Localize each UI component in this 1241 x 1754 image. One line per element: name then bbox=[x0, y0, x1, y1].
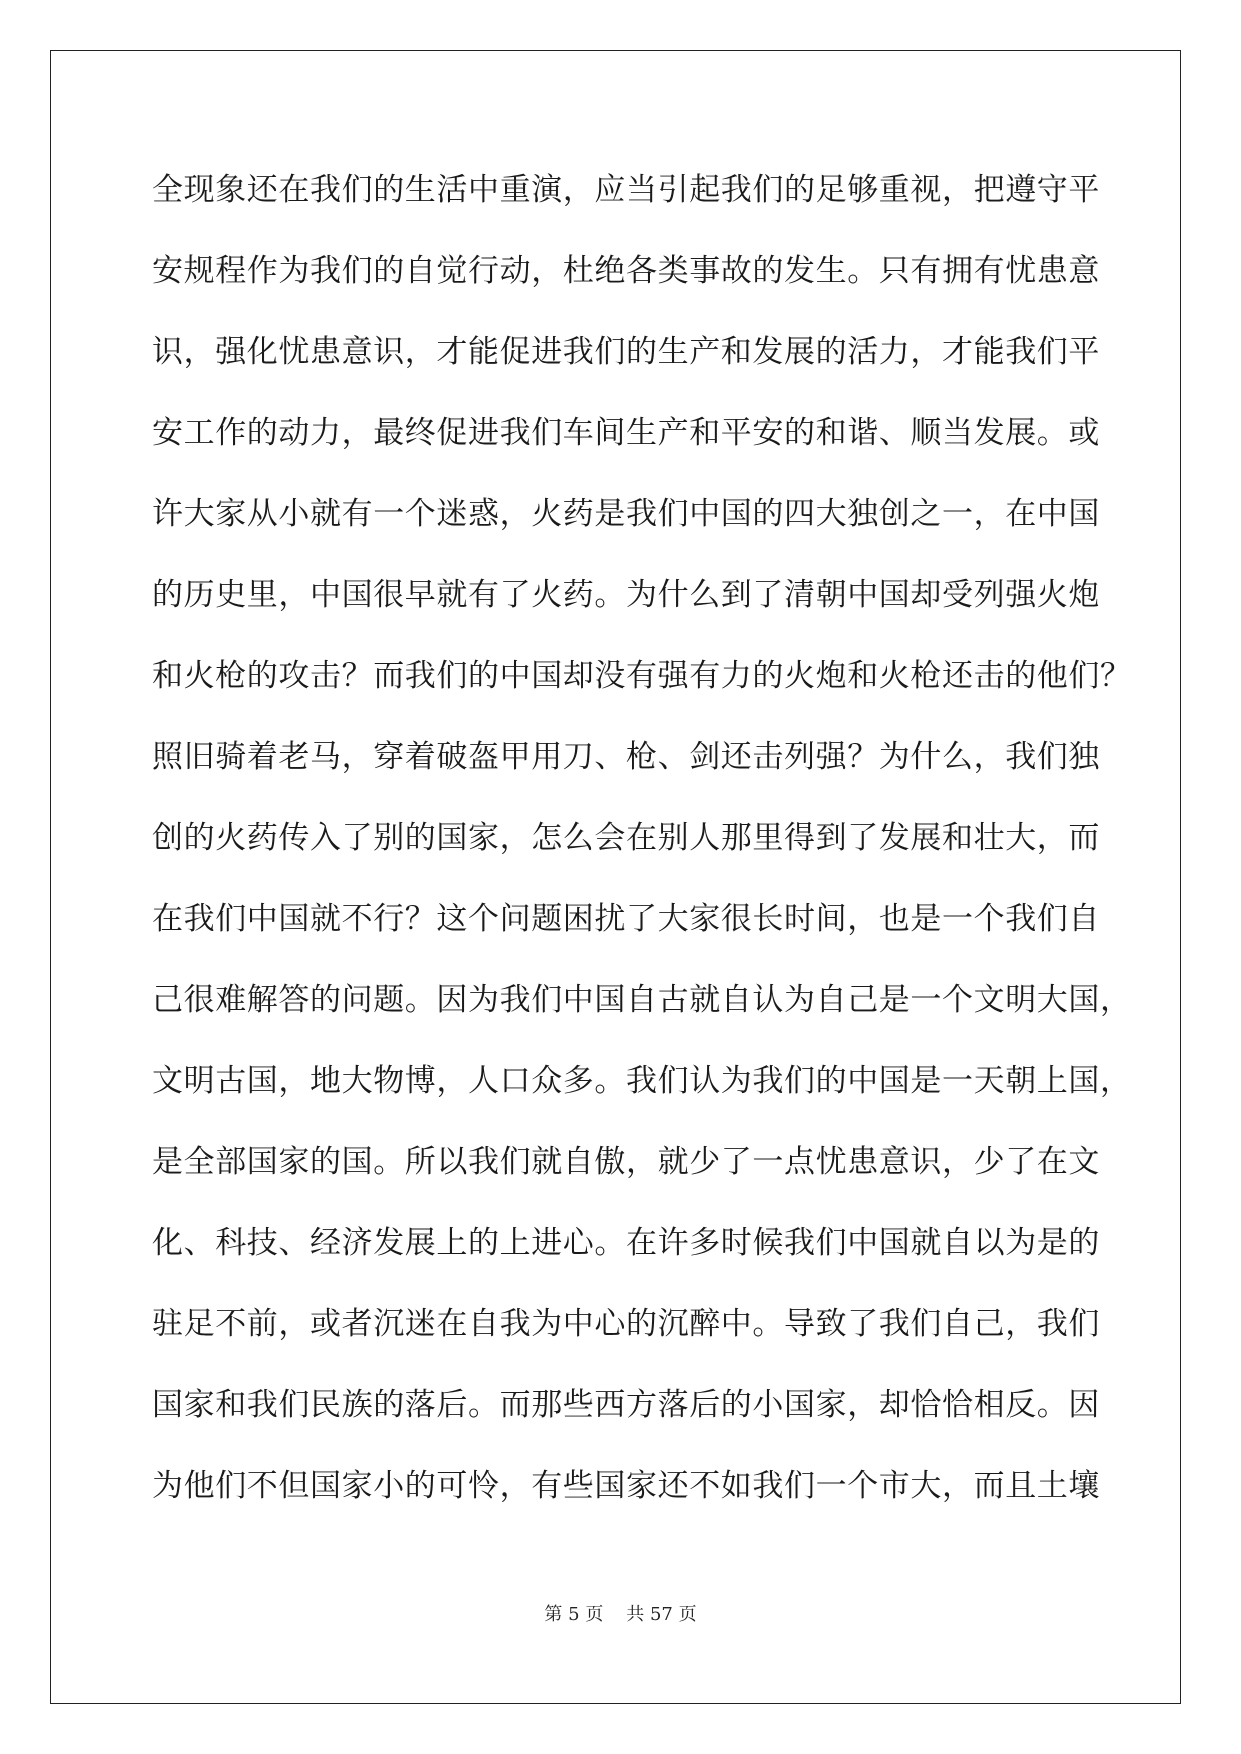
text-line: 的历史里，中国很早就有了火药。为什么到了清朝中国却受列强火炮 bbox=[152, 577, 1100, 613]
text-line: 己很难解答的问题。因为我们中国自古就自认为自己是一个文明大国， bbox=[152, 982, 1132, 1018]
text-line: 许大家从小就有一个迷惑，火药是我们中国的四大独创之一，在中国 bbox=[152, 496, 1100, 532]
text-line: 驻足不前，或者沉迷在自我为中心的沉醉中。导致了我们自己，我们 bbox=[152, 1306, 1100, 1342]
page-total: 共 57 页 bbox=[626, 1604, 697, 1625]
text-line: 全现象还在我们的生活中重演，应当引起我们的足够重视，把遵守平 bbox=[152, 172, 1100, 208]
footer-spacer bbox=[603, 1604, 626, 1625]
text-line: 照旧骑着老马，穿着破盔甲用刀、枪、剑还击列强？为什么，我们独 bbox=[152, 739, 1100, 775]
text-line: 识，强化忧患意识，才能促进我们的生产和发展的活力，才能我们平 bbox=[152, 334, 1100, 370]
text-line: 安规程作为我们的自觉行动，杜绝各类事故的发生。只有拥有忧患意 bbox=[152, 253, 1100, 289]
page-footer bbox=[0, 1600, 1241, 1626]
page-number: 第 5 页 bbox=[544, 1604, 604, 1625]
text-line: 化、科技、经济发展上的上进心。在许多时候我们中国就自以为是的 bbox=[152, 1225, 1100, 1261]
text-line: 创的火药传入了别的国家，怎么会在别人那里得到了发展和壮大，而 bbox=[152, 820, 1100, 856]
text-line: 安工作的动力，最终促进我们车间生产和平安的和谐、顺当发展。或 bbox=[152, 415, 1100, 451]
text-line: 是全部国家的国。所以我们就自傲，就少了一点忧患意识，少了在文 bbox=[152, 1144, 1100, 1180]
document-body bbox=[152, 160, 1132, 1537]
text-line: 和火枪的攻击？而我们的中国却没有强有力的火炮和火枪还击的他们？ bbox=[152, 658, 1132, 694]
text-line: 文明古国，地大物博，人口众多。我们认为我们的中国是一天朝上国， bbox=[152, 1063, 1132, 1099]
text-line: 为他们不但国家小的可怜，有些国家还不如我们一个市大，而且土壤 bbox=[152, 1468, 1100, 1504]
text-line: 在我们中国就不行？这个问题困扰了大家很长时间，也是一个我们自 bbox=[152, 901, 1100, 937]
text-line: 国家和我们民族的落后。而那些西方落后的小国家，却恰恰相反。因 bbox=[152, 1387, 1100, 1423]
